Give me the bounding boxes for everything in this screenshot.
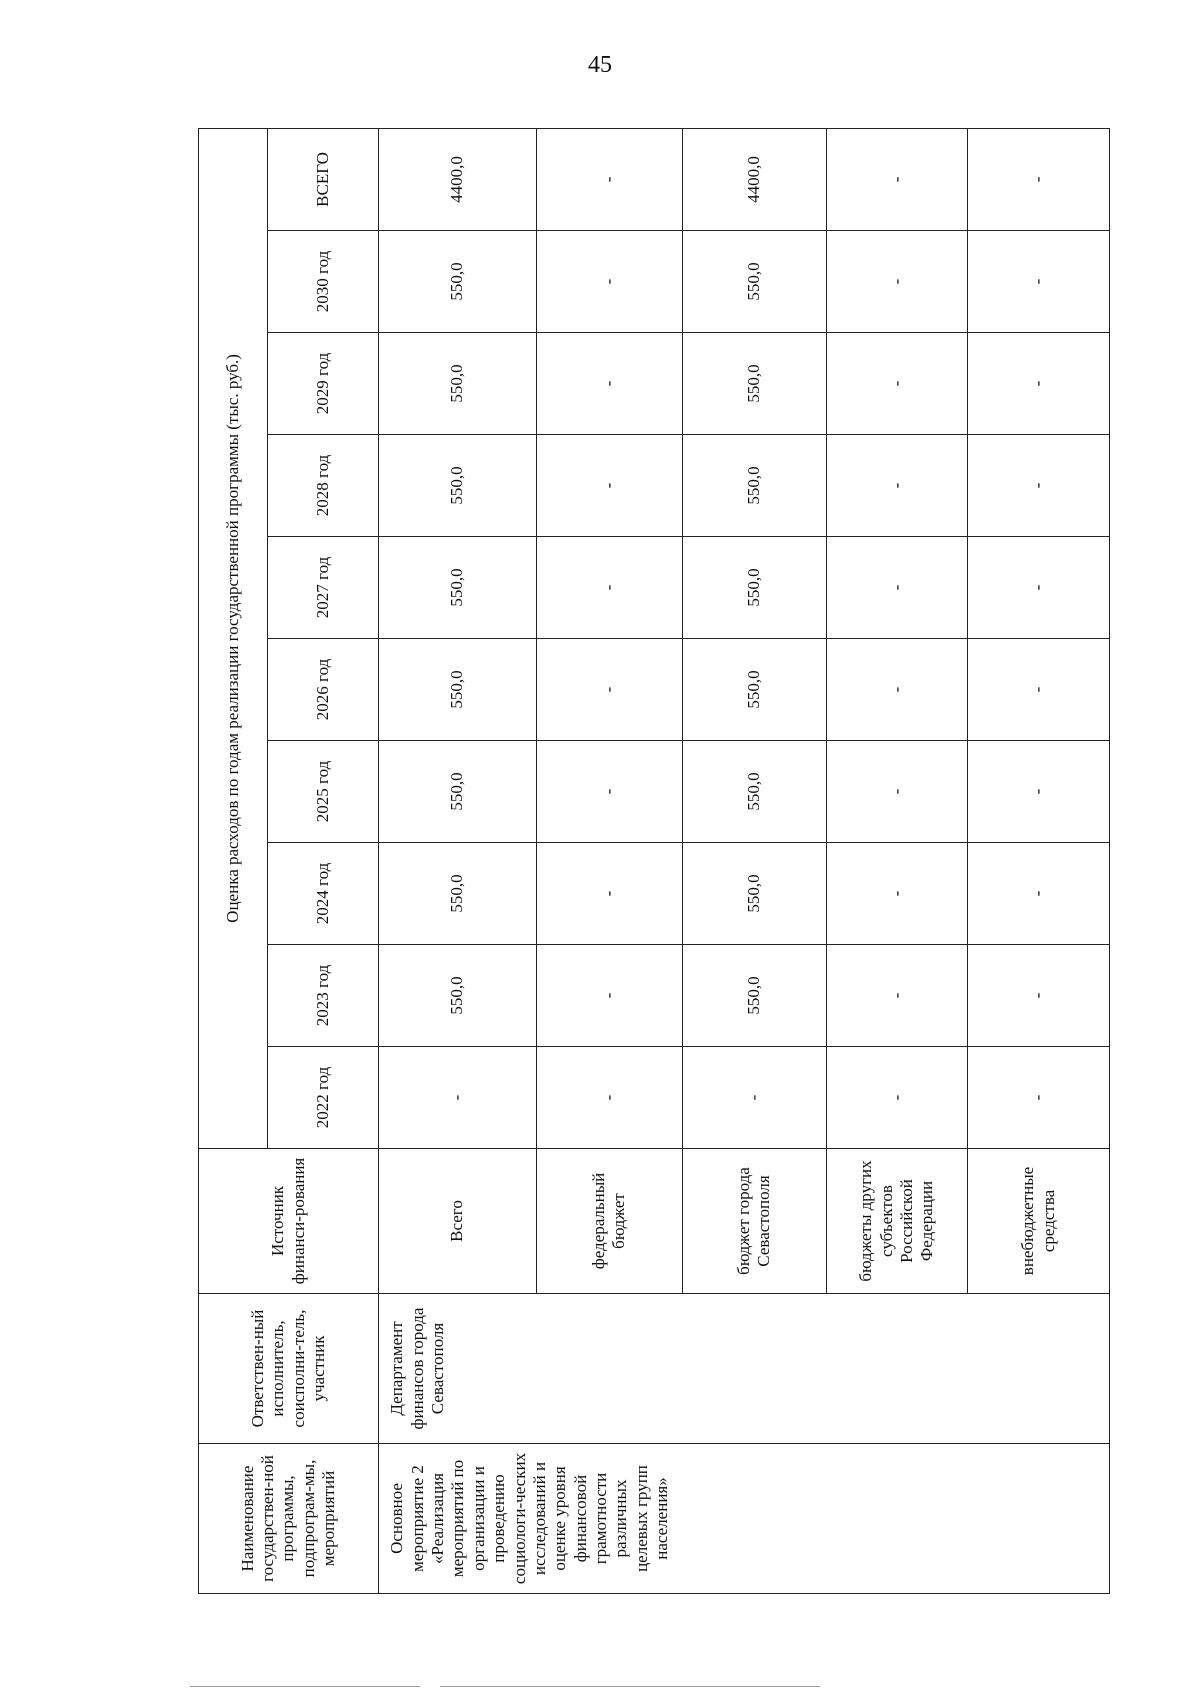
header-year: 2027 год — [267, 537, 378, 639]
value-cell: - — [826, 945, 968, 1047]
value-cell: 550,0 — [379, 537, 537, 639]
scan-edge-mark — [440, 1686, 820, 1687]
value-cell: 550,0 — [379, 231, 537, 333]
value-cell: - — [682, 1047, 826, 1149]
value-cell: - — [826, 333, 968, 435]
value-cell: - — [537, 333, 683, 435]
value-cell: 550,0 — [682, 231, 826, 333]
value-cell: 550,0 — [682, 537, 826, 639]
value-cell: 550,0 — [682, 435, 826, 537]
value-cell: - — [537, 843, 683, 945]
value-cell: - — [826, 1047, 968, 1149]
value-cell: 4400,0 — [379, 128, 537, 230]
header-source: Источник финанси-рования — [199, 1149, 379, 1294]
header-expense-group: Оценка расходов по годам реализации государственной программы (тыс. руб.) — [199, 128, 268, 1148]
source-cell: бюджет города Севастополя — [682, 1149, 826, 1294]
value-cell: - — [537, 1047, 683, 1149]
value-cell: 550,0 — [682, 843, 826, 945]
header-year: 2026 год — [267, 639, 378, 741]
expenditure-table — [198, 128, 1110, 1594]
value-cell: 4400,0 — [682, 128, 826, 230]
value-cell: - — [968, 128, 1110, 230]
value-cell: - — [537, 639, 683, 741]
source-cell: Всего — [379, 1149, 537, 1294]
event-responsible: Департамент финансов города Севастополя — [379, 1294, 1110, 1444]
value-cell: 550,0 — [379, 843, 537, 945]
header-year: 2024 год — [267, 843, 378, 945]
value-cell: - — [968, 639, 1110, 741]
value-cell: - — [537, 435, 683, 537]
source-cell: бюджеты других субъектов Российской Федерации — [826, 1149, 968, 1294]
header-year: 2023 год — [267, 945, 378, 1047]
header-year: 2028 год — [267, 435, 378, 537]
value-cell: - — [537, 741, 683, 843]
value-cell: - — [968, 537, 1110, 639]
header-year: 2025 год — [267, 741, 378, 843]
page-number: 45 — [588, 52, 612, 78]
value-cell: - — [826, 537, 968, 639]
value-cell: - — [379, 1047, 537, 1149]
value-cell: 550,0 — [379, 435, 537, 537]
value-cell: - — [968, 945, 1110, 1047]
value-cell: - — [968, 843, 1110, 945]
value-cell: - — [537, 537, 683, 639]
value-cell: 550,0 — [682, 333, 826, 435]
value-cell: - — [968, 435, 1110, 537]
value-cell: 550,0 — [682, 945, 826, 1047]
value-cell: - — [537, 945, 683, 1047]
source-cell: федеральный бюджет — [537, 1149, 683, 1294]
header-year: 2022 год — [267, 1047, 378, 1149]
header-responsible: Ответствен-ный исполнитель, соисполни-тель, участник — [199, 1294, 379, 1444]
header-year: 2030 год — [267, 231, 378, 333]
value-cell: - — [968, 741, 1110, 843]
scan-edge-mark — [190, 1686, 420, 1687]
value-cell: - — [968, 231, 1110, 333]
event-name: Основное мероприятие 2 «Реализация мероприятий по организации и проведению социологи-ческих исследований и оценке уровня финансовой грамотности различных целевых групп населения» — [379, 1444, 1110, 1594]
expenditure-table-wrapper — [198, 129, 1110, 1594]
header-year: 2029 год — [267, 333, 378, 435]
value-cell: - — [968, 333, 1110, 435]
value-cell: - — [826, 231, 968, 333]
value-cell: - — [826, 741, 968, 843]
value-cell: - — [968, 1047, 1110, 1149]
value-cell: 550,0 — [379, 639, 537, 741]
value-cell: - — [826, 128, 968, 230]
value-cell: 550,0 — [379, 945, 537, 1047]
value-cell: - — [537, 231, 683, 333]
value-cell: - — [826, 843, 968, 945]
value-cell: 550,0 — [682, 639, 826, 741]
value-cell: - — [537, 128, 683, 230]
value-cell: - — [826, 639, 968, 741]
value-cell: 550,0 — [379, 741, 537, 843]
value-cell: - — [826, 435, 968, 537]
table-row — [379, 128, 537, 1593]
header-total: ВСЕГО — [267, 128, 378, 230]
value-cell: 550,0 — [682, 741, 826, 843]
value-cell: 550,0 — [379, 333, 537, 435]
source-cell: внебюджетные средства — [968, 1149, 1110, 1294]
header-name: Наименование государствен-ной программы, подпрограм-мы, мероприятий — [199, 1444, 379, 1594]
